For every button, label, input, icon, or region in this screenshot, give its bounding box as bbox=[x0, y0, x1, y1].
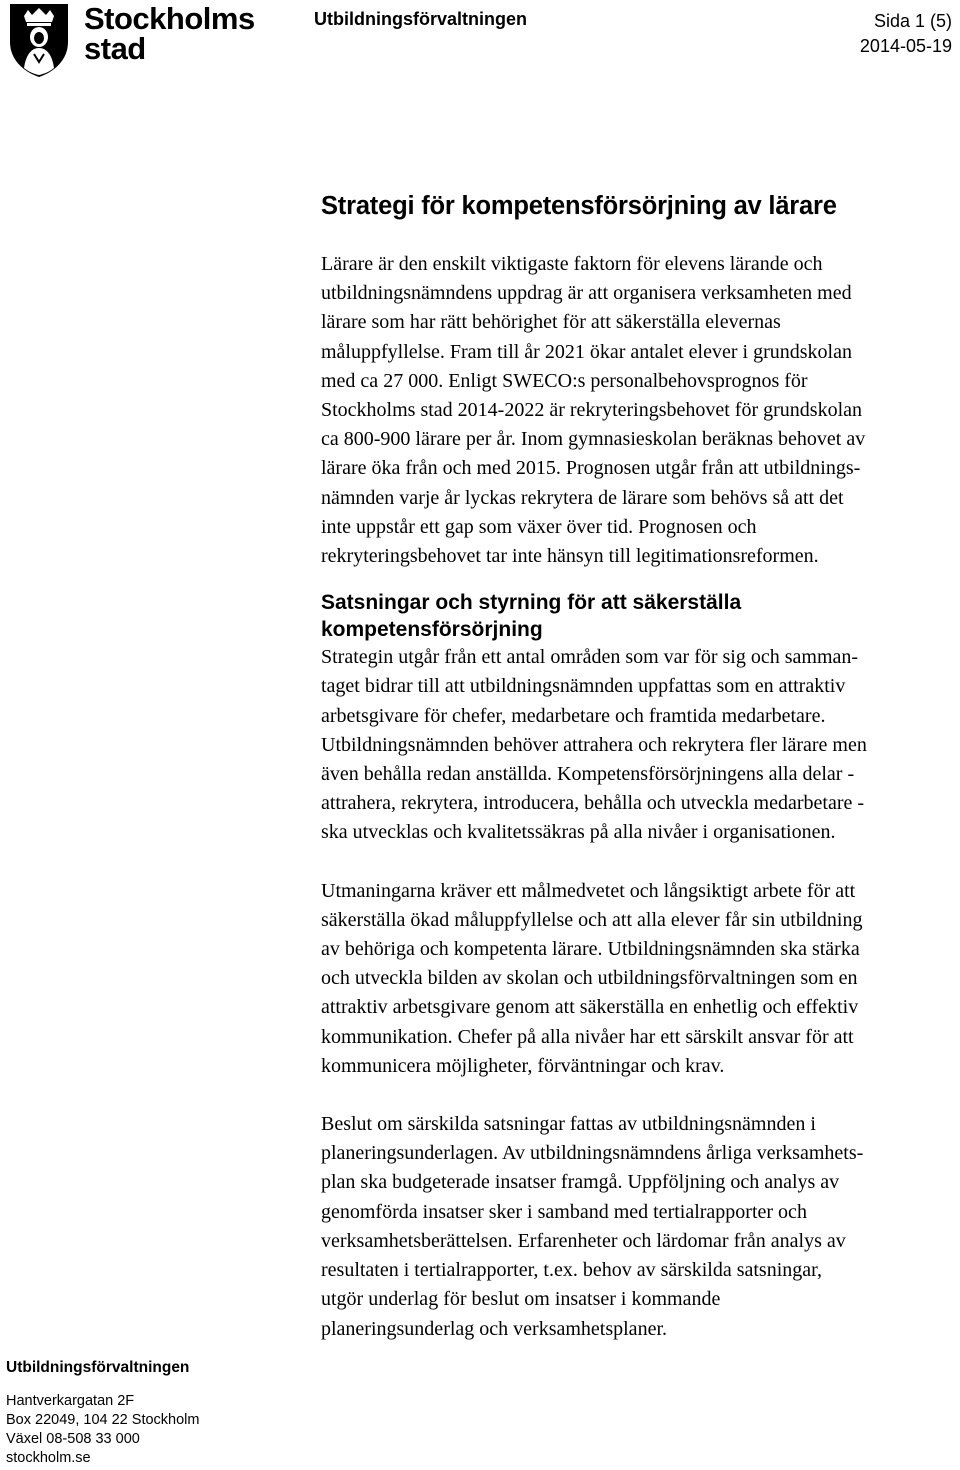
section-paragraph-1 bbox=[321, 643, 960, 847]
footer-phone: Växel 08-508 33 000 bbox=[6, 1431, 140, 1447]
text-line: nämnden varje år lyckas rekrytera de lärare som behövs så att det bbox=[321, 486, 844, 509]
text-line: av behöriga och kompetenta lärare. Utbildningsnämnden ska stärka bbox=[321, 938, 860, 961]
text-line: taget bidrar till att utbildningsnämnden uppfattas som en attraktiv bbox=[321, 675, 846, 698]
text-line: resultaten i tertialrapporter, t.ex. behov av särskilda satsningar, bbox=[321, 1259, 823, 1282]
logo-line-1: Stockholms bbox=[84, 1, 255, 36]
text-line: kommunikation. Chefer på alla nivåer har ett särskilt ansvar för att bbox=[321, 1025, 854, 1048]
text-line: planeringsunderlag och verksamhetsplaner. bbox=[321, 1317, 667, 1340]
intro-paragraph bbox=[321, 250, 960, 571]
footer-address: Hantverkargatan 2F bbox=[6, 1393, 135, 1409]
text-line: genomförda insatser sker i samband med tertialrapporter och bbox=[321, 1200, 807, 1223]
header-department: Utbildningsförvaltningen bbox=[314, 9, 527, 29]
section-heading bbox=[321, 589, 960, 643]
logo-wordmark bbox=[84, 1, 255, 66]
text-line: med ca 27 000. Enligt SWECO:s personalbehovsprognos för bbox=[321, 369, 808, 392]
text-line: Beslut om särskilda satsningar fattas av utbildningsnämnden i bbox=[321, 1113, 816, 1136]
text-line: arbetsgivare för chefer, medarbetare och framtida medarbetare. bbox=[321, 704, 826, 727]
footer-website: stockholm.se bbox=[6, 1450, 91, 1466]
text-line: utbildningsnämndens uppdrag är att organisera verksamheten med bbox=[321, 282, 852, 305]
text-line: lärare som har rätt behörighet för att säkerställa elevernas bbox=[321, 311, 781, 334]
text-line: rekryteringsbehovet tar inte hänsyn till legitimationsreformen. bbox=[321, 545, 819, 568]
text-line: Strategin utgår från ett antal områden som var för sig och samman- bbox=[321, 646, 859, 669]
text-line: Utbildningsnämnden behöver attrahera och rekrytera fler lärare men bbox=[321, 733, 867, 756]
text-line: och utveckla bilden av skolan och utbildningsförvaltningen som en bbox=[321, 967, 858, 990]
text-line: kommunicera möjligheter, förväntningar och krav. bbox=[321, 1054, 725, 1077]
text-line: plan ska budgeterade insatser framgå. Uppföljning och analys av bbox=[321, 1171, 840, 1194]
text-line: inte uppstår ett gap som växer över tid. Prognosen och bbox=[321, 515, 757, 538]
page-number: Sida 1 (5) bbox=[873, 11, 952, 31]
text-line: Utmaningarna kräver ett målmedvetet och långsiktigt arbete för att bbox=[321, 879, 856, 902]
footer-department: Utbildningsförvaltningen bbox=[6, 1359, 190, 1376]
text-line: även behålla redan anställda. Kompetensförsörjningens alla delar - bbox=[321, 763, 855, 786]
stockholms-stad-logo bbox=[8, 1, 255, 80]
text-line: utgör underlag för beslut om insatser i kommande bbox=[321, 1288, 721, 1311]
document-body bbox=[321, 190, 960, 1344]
heading-line: kompetensförsörjning bbox=[321, 618, 543, 642]
footer-box: Box 22049, 104 22 Stockholm bbox=[6, 1412, 200, 1428]
heading-line: Satsningar och styrning för att säkerställa bbox=[321, 591, 742, 615]
text-line: Stockholms stad 2014-2022 är rekryteringsbehovet för grundskolan bbox=[321, 399, 863, 422]
city-crest-icon bbox=[8, 2, 70, 78]
text-line: Lärare är den enskilt viktigaste faktorn för elevens lärande och bbox=[321, 253, 823, 275]
document-date: 2014-05-19 bbox=[859, 36, 952, 56]
document-title: Strategi för kompetensförsörjning av lärare bbox=[321, 192, 837, 220]
text-line: attraktiv arbetsgivare genom att säkerställa en enhetlig och effektiv bbox=[321, 996, 859, 1019]
text-line: måluppfyllelse. Fram till år 2021 ökar antalet elever i grundskolan bbox=[321, 340, 852, 363]
text-line: säkerställa ökad måluppfyllelse och att alla elever får sin utbildning bbox=[321, 908, 863, 931]
logo-line-2: stad bbox=[84, 31, 146, 66]
text-line: attrahera, rekrytera, introducera, behålla och utveckla medarbetare - bbox=[321, 792, 865, 815]
section-paragraph-3 bbox=[321, 1110, 960, 1344]
text-line: planeringsunderlagen. Av utbildningsnämndens årliga verksamhets- bbox=[321, 1142, 864, 1165]
footer-contact bbox=[6, 1358, 199, 1468]
text-line: verksamhetsberättelsen. Erfarenheter och lärdomar från analys av bbox=[321, 1229, 846, 1252]
section-paragraph-2 bbox=[321, 877, 960, 1081]
text-line: ska utvecklas och kvalitetssäkras på alla nivåer i organisationen. bbox=[321, 821, 836, 844]
text-line: lärare öka från och med 2015. Prognosen utgår från att utbildnings- bbox=[321, 457, 861, 480]
text-line: ca 800-900 lärare per år. Inom gymnasieskolan beräknas behovet av bbox=[321, 428, 866, 451]
header-meta bbox=[860, 9, 952, 59]
